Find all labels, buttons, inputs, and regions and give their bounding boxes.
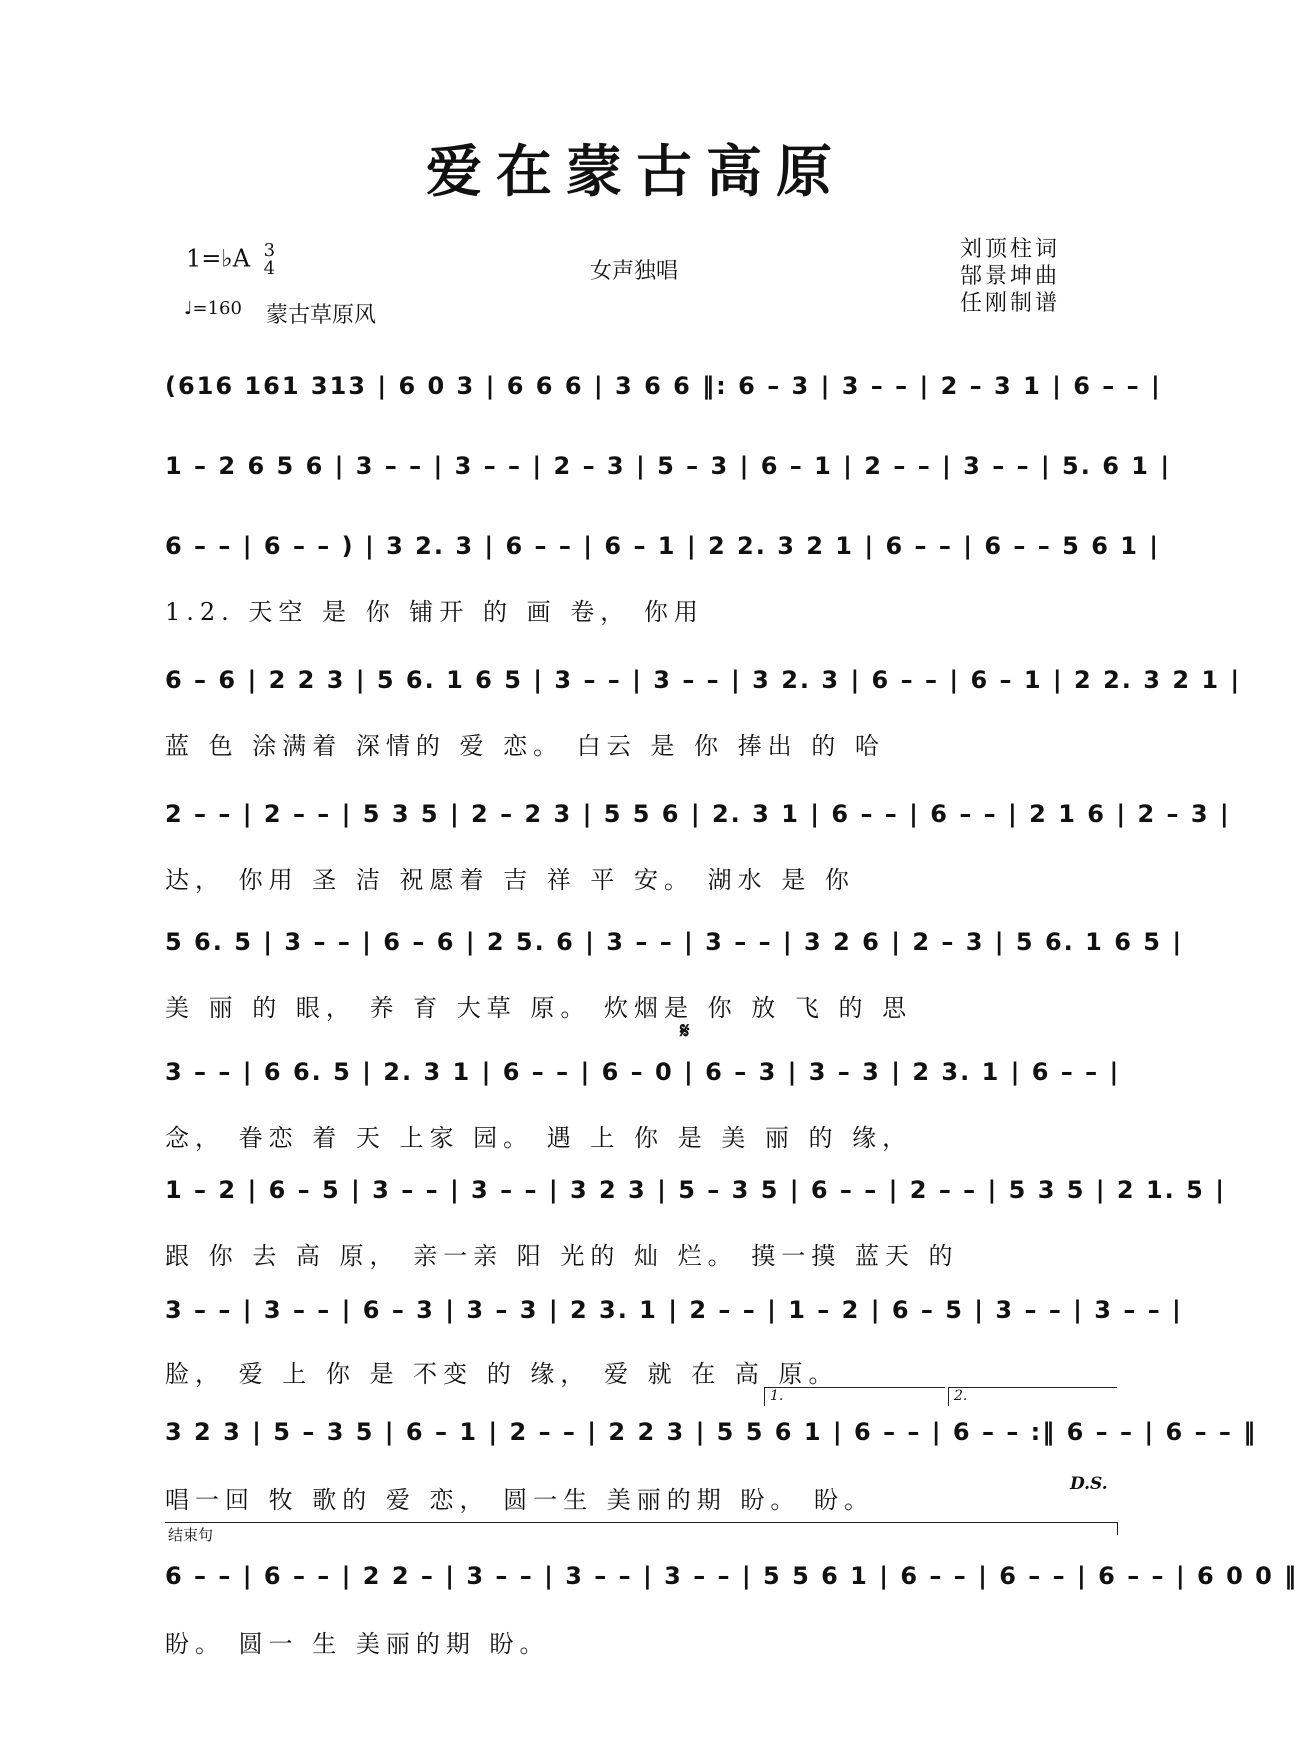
lyric-line-7: 念， 眷恋 着 天 上家 园。 遇 上 你 是 美 丽 的 缘，	[165, 1124, 913, 1152]
dal-segno: D.S.	[1070, 1474, 1108, 1494]
notes-line-6: 5 6. 5 | 3 – – | 6 – 6 | 2 5. 6 | 3 – – | 3 – – | 3 2 6 | 2 – 3 | 5 6. 1 6 5 |	[165, 928, 1184, 956]
second-ending-bracket	[948, 1387, 1117, 1406]
notes-line-1: (616 161 313 | 6 0 3 | 6 6 6 | 3 6 6 ‖: 6 – 3 | 3 – – | 2 – 3 1 | 6 – – |	[165, 372, 1162, 400]
lyric-line-4: 蓝 色 涂满着 深情的 爱 恋。 白云 是 你 捧出 的 哈	[165, 732, 885, 760]
lyric-line-8: 跟 你 去 高 原， 亲一亲 阳 光的 灿 烂。 摸一摸 蓝天 的	[165, 1242, 959, 1270]
style-marking: 蒙古草原风	[266, 303, 377, 328]
lyric-line-6: 美 丽 的 眼， 养 育 大草 原。 炊烟是 你 放 飞 的 思	[165, 994, 913, 1022]
lyric-line-11: 盼。 圆一 生 美丽的期 盼。	[165, 1630, 550, 1658]
lyric-line-5: 达， 你用 圣 洁 祝愿着 吉 祥 平 安。 湖水 是 你	[165, 866, 855, 894]
segno-sign: 𝄋	[680, 1018, 690, 1044]
first-ending-bracket	[764, 1387, 945, 1406]
voice-type: 女声独唱	[590, 259, 679, 284]
notes-line-8: 1 – 2 | 6 – 5 | 3 – – | 3 – – | 3 2 3 | 5 – 3 5 | 6 – – | 2 – – | 5 3 5 | 2 1. 5 |	[165, 1176, 1226, 1204]
notes-line-11: 6 – – | 6 – – | 2 2 – | 3 – – | 3 – – | 3 – – | 5 5 6 1 | 6 – – | 6 – – | 6 – – | 6 0 0 ‖	[165, 1562, 1298, 1590]
notes-line-10: 3 2 3 | 5 – 3 5 | 6 – 1 | 2 – – | 2 2 3 | 5 5 6 1 | 6 – – | 6 – – :‖ 6 – – | 6 – – ‖	[165, 1418, 1258, 1446]
lyricist-credit: 刘顶柱词	[960, 237, 1061, 262]
notes-line-3: 6 – – | 6 – – ) | 3 2. 3 | 6 – – | 6 – 1 | 2 2. 3 2 1 | 6 – – | 6 – – 5 6 1 |	[165, 532, 1161, 560]
key-signature	[186, 242, 275, 278]
notes-line-2: 1 – 2 6 5 6 | 3 – – | 3 – – | 2 – 3 | 5 – 3 | 6 – 1 | 2 – – | 3 – – | 5. 6 1 |	[165, 452, 1172, 480]
time-sig-bottom: 4	[263, 258, 276, 279]
composer-credit: 郜景坤曲	[960, 264, 1061, 289]
lyric-line-9: 脸， 爱 上 你 是 不变 的 缘， 爱 就 在 高 原。	[165, 1360, 839, 1388]
coda-bracket	[165, 1522, 1118, 1535]
notes-line-4: 6 – 6 | 2 2 3 | 5 6. 1 6 5 | 3 – – | 3 – – | 3 2. 3 | 6 – – | 6 – 1 | 2 2. 3 2 1 |	[165, 666, 1242, 694]
tempo-marking: ♩=160	[184, 298, 242, 319]
arranger-credit: 任刚制谱	[960, 291, 1061, 316]
notes-line-9: 3 – – | 3 – – | 6 – 3 | 3 – 3 | 2 3. 1 | 2 – – | 1 – 2 | 6 – 5 | 3 – – | 3 – – |	[165, 1296, 1183, 1324]
song-title: 爱在蒙古高原	[426, 139, 846, 205]
notes-line-5: 2 – – | 2 – – | 5 3 5 | 2 – 2 3 | 5 5 6 | 2. 3 1 | 6 – – | 6 – – | 2 1 6 | 2 – 3 |	[165, 800, 1231, 828]
lyric-line-10: 唱一回 牧 歌的 爱 恋， 圆一生 美丽的期 盼。 盼。	[165, 1486, 875, 1514]
time-sig-top: 3	[263, 240, 276, 261]
coda-label: 结束句	[168, 1526, 214, 1544]
lyric-line-3: 1.2. 天空 是 你 铺开 的 画 卷， 你用	[165, 598, 704, 626]
second-ending-label: 2.	[954, 1388, 968, 1404]
key-label: 1=♭A	[186, 244, 251, 273]
first-ending-label: 1.	[770, 1388, 784, 1404]
credits	[960, 236, 1060, 317]
time-signature	[264, 242, 275, 278]
notes-line-7: 3 – – | 6 6. 5 | 2. 3 1 | 6 – – | 6 – 0 | 6 – 3 | 3 – 3 | 2 3. 1 | 6 – – |	[165, 1058, 1121, 1086]
